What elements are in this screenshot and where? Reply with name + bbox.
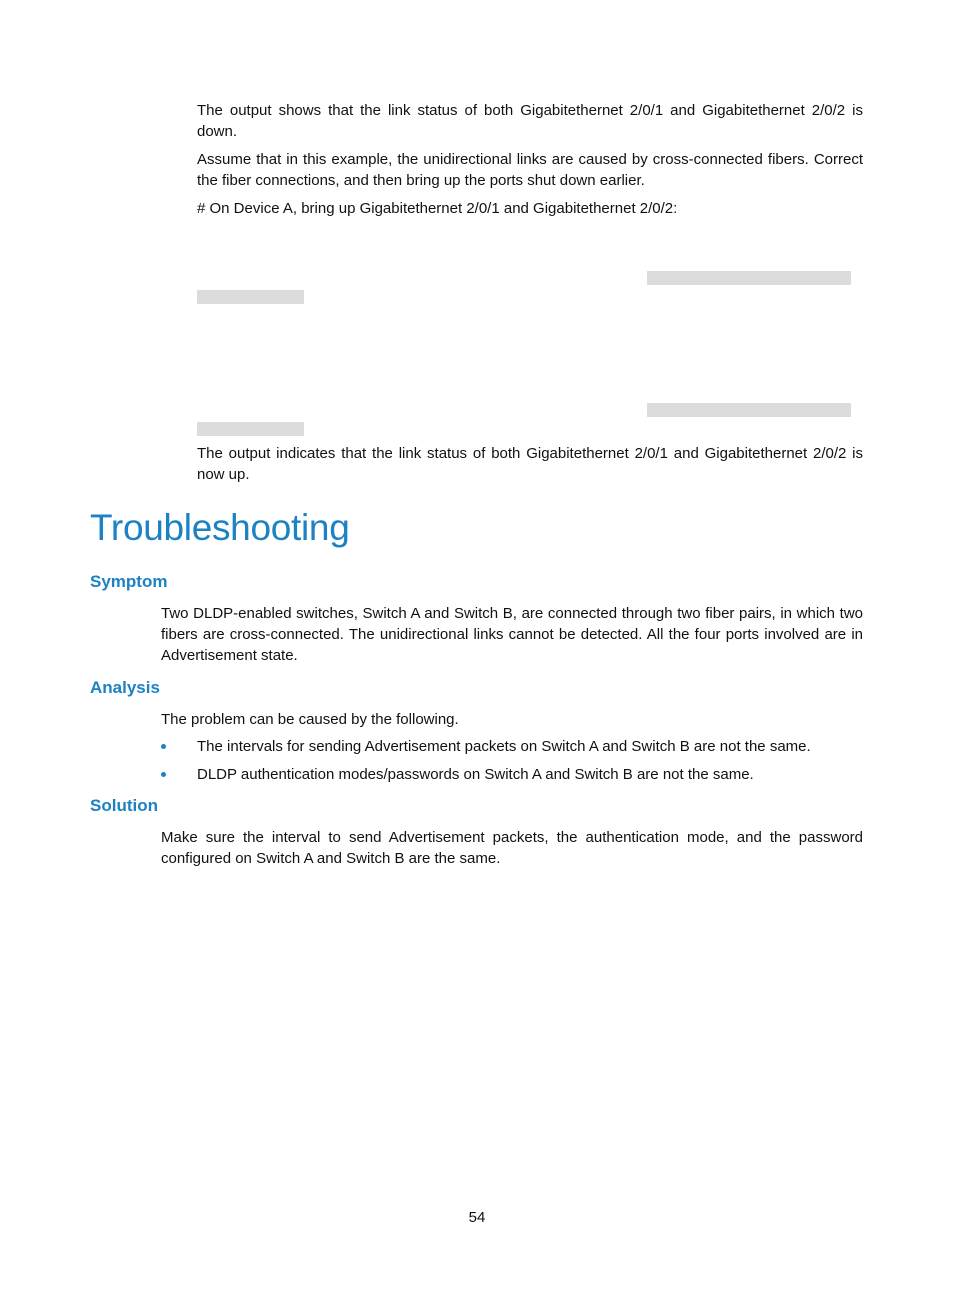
symptom-heading: Symptom <box>90 572 168 591</box>
redacted-block <box>197 422 304 436</box>
bullet-icon <box>161 744 166 749</box>
symptom-text: Two DLDP-enabled switches, Switch A and Switch B, are connected through two fiber pairs, in which two fibers are cross-connected. The unidirectional links cannot be detected. All the four ports involved are in Advertisement state. <box>161 605 863 664</box>
redacted-block <box>647 271 851 285</box>
paragraph-bring-up-ports: # On Device A, bring up Gigabitethernet 2/0/1 and Gigabitethernet 2/0/2: <box>197 200 678 217</box>
analysis-bullet: DLDP authentication modes/passwords on Switch A and Switch B are not the same. <box>197 766 754 783</box>
solution-heading: Solution <box>90 796 158 815</box>
redacted-block <box>197 290 304 304</box>
analysis-bullet: The intervals for sending Advertisement packets on Switch A and Switch B are not the same. <box>197 738 811 755</box>
solution-text: Make sure the interval to send Advertisement packets, the authentication mode, and the password configured on Switch A and Switch B are the same. <box>161 829 863 867</box>
analysis-heading: Analysis <box>90 678 160 697</box>
paragraph-link-down: The output shows that the link status of both Gigabitethernet 2/0/1 and Gigabitethernet 2/0/2 is down. <box>197 102 863 140</box>
section-title: Troubleshooting <box>90 507 350 548</box>
bullet-icon <box>161 772 166 777</box>
paragraph-cross-connected: Assume that in this example, the unidirectional links are caused by cross-connected fibers. Correct the fiber connections, and then bring up the ports shut down earlier. <box>197 151 863 189</box>
redacted-block <box>647 403 851 417</box>
analysis-intro: The problem can be caused by the following. <box>161 711 459 728</box>
paragraph-link-up: The output indicates that the link status of both Gigabitethernet 2/0/1 and Gigabitethernet 2/0/2 is now up. <box>197 445 863 483</box>
page-number: 54 <box>468 1209 486 1226</box>
